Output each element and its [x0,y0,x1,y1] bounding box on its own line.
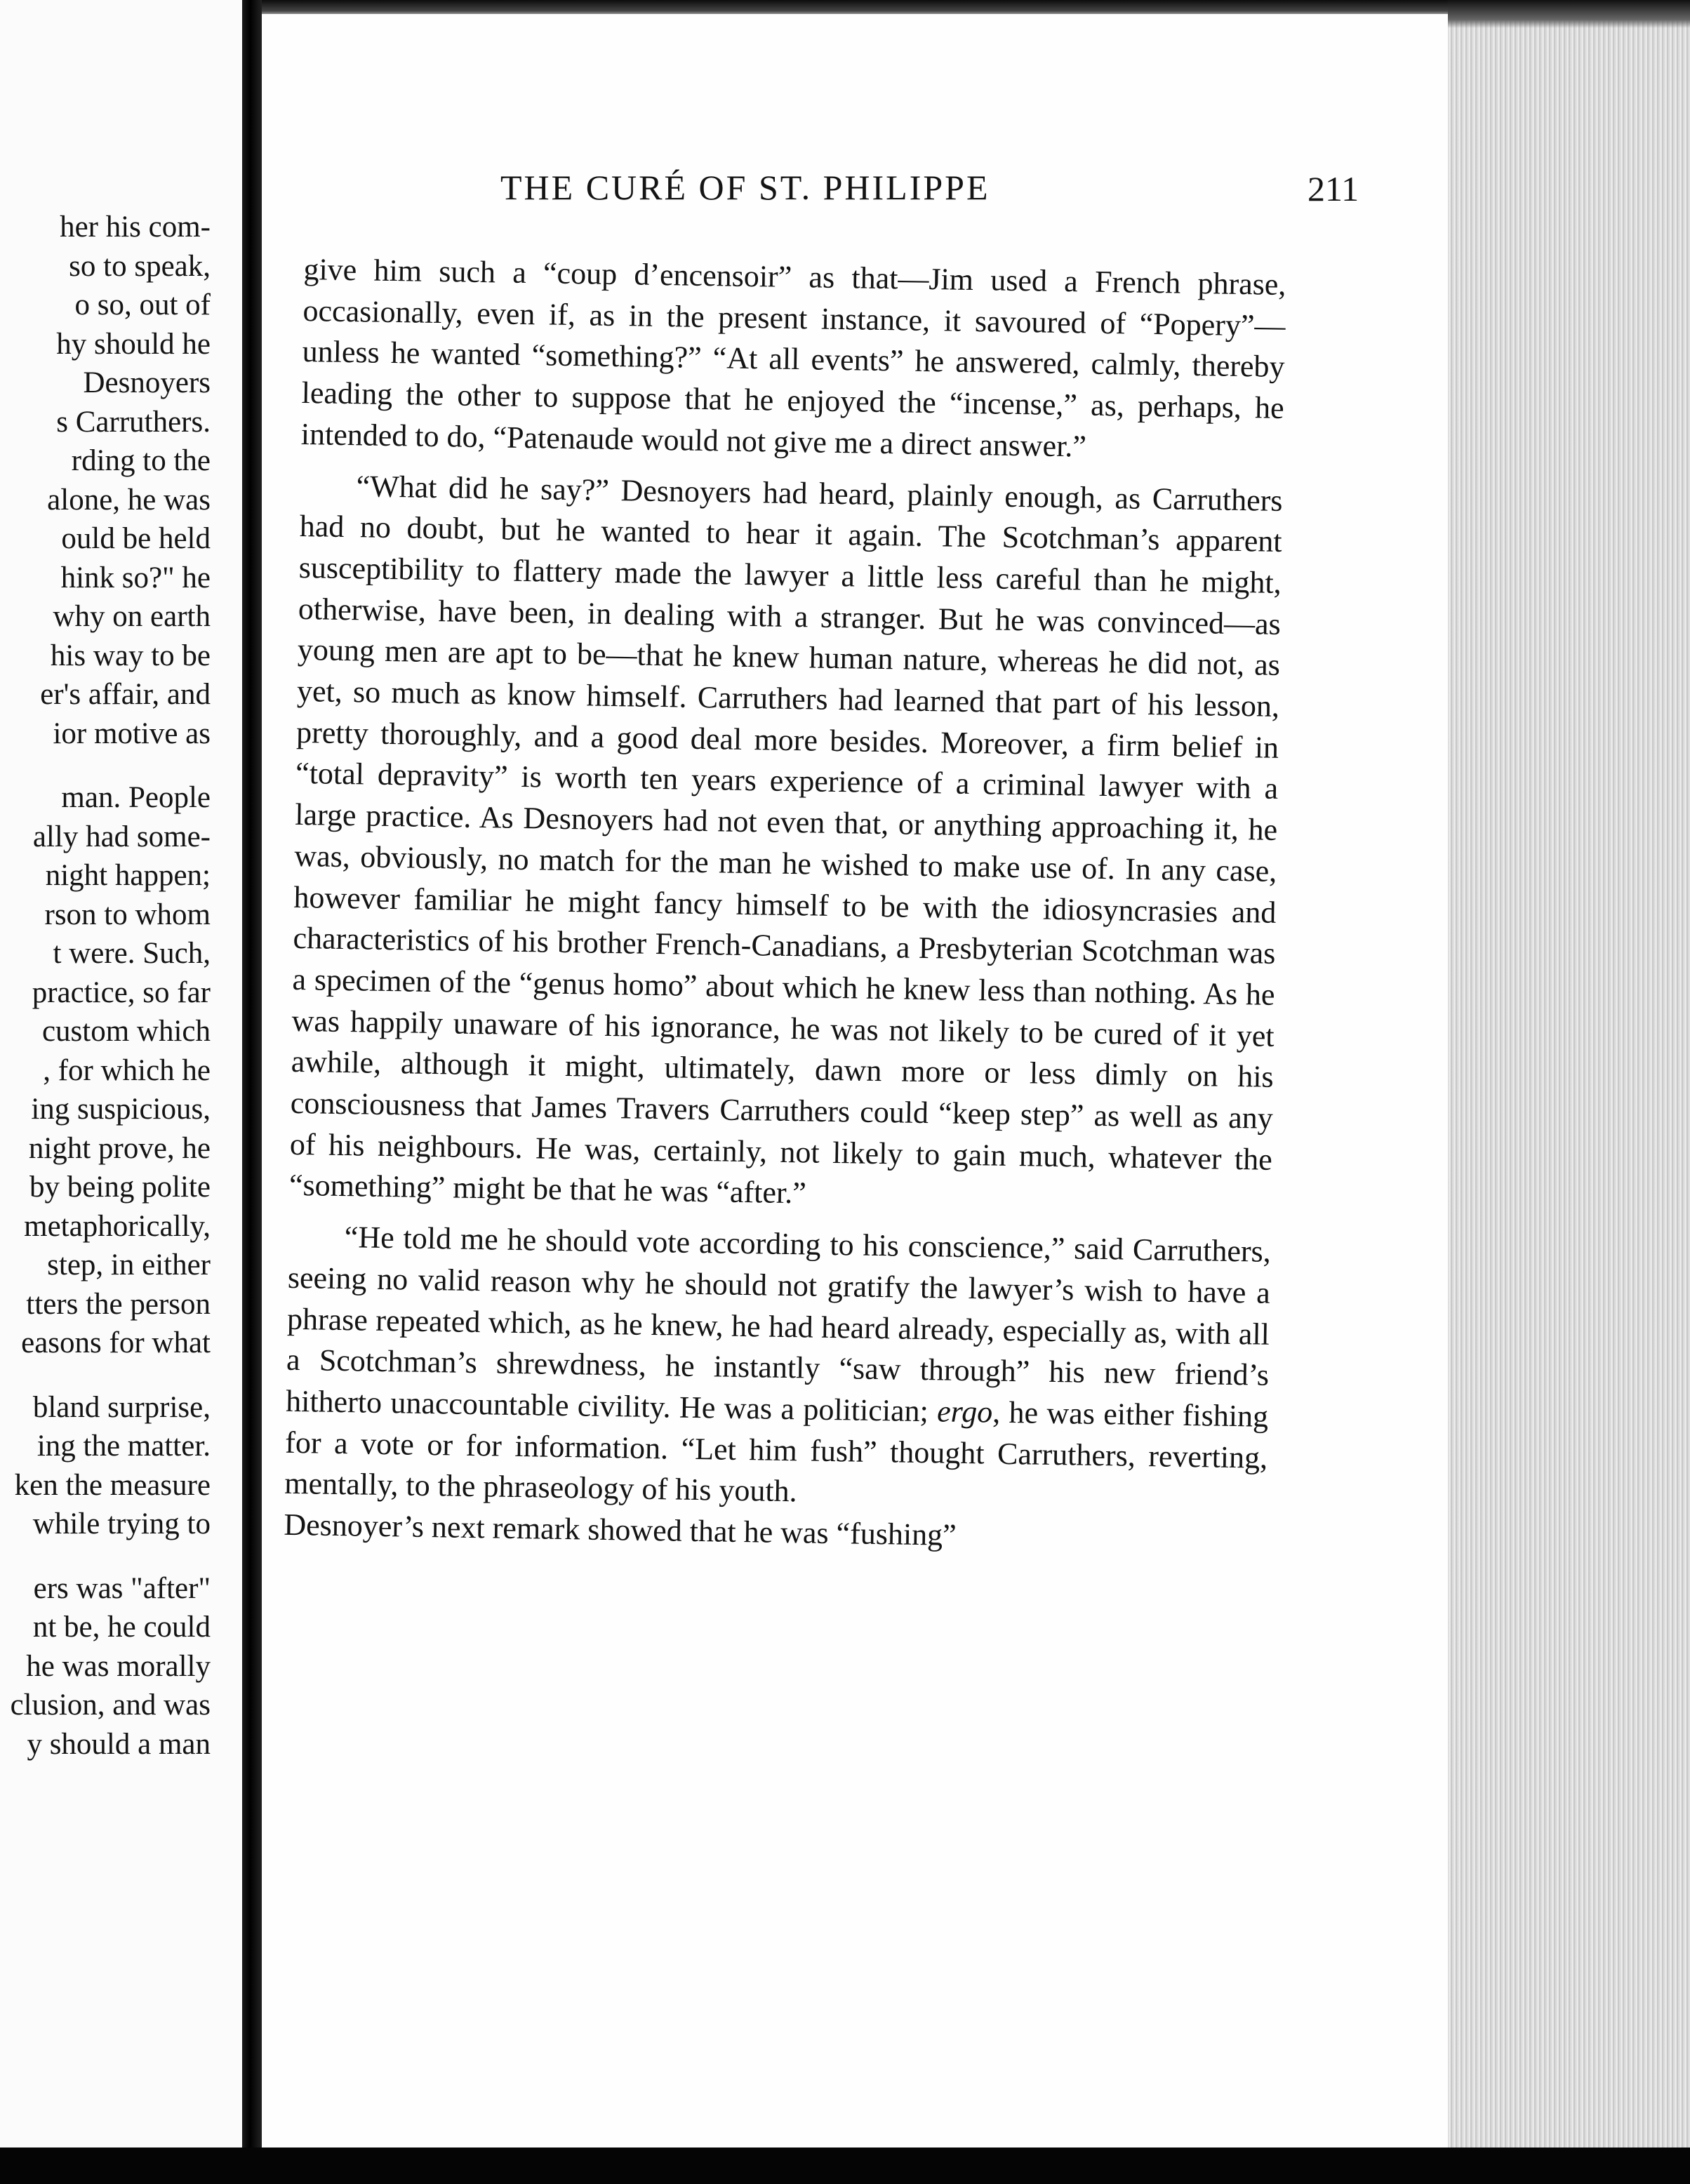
scan-bottom-border [0,2148,1690,2184]
previous-page-line: ould be held [61,522,211,555]
previous-page-line: hink so?" he [60,561,211,594]
previous-page-line: why on earth [53,600,211,633]
previous-page-line: ally had some- [32,820,211,853]
previous-page-line [0,1544,211,1569]
page-number: 211 [1308,169,1359,208]
previous-page-line: night prove, he [28,1131,211,1165]
book-binding-gutter [242,0,262,2148]
previous-page-line: hy should he [56,327,211,361]
previous-page-line: o so, out of [74,288,211,321]
previous-page-line: step, in either [47,1249,211,1281]
previous-page-line: ken the measure [14,1468,211,1502]
previous-page-line: ior motive as [53,717,211,750]
paragraph: Desnoyer’s next remark showed that he was “fushing” [284,1507,957,1552]
previous-page-line: , for which he [43,1053,211,1087]
previous-page-line: ing the matter. [36,1430,211,1463]
previous-page-line: alone, he was [47,483,211,517]
previous-page-line: metaphorically, [24,1209,211,1243]
previous-page-line: he was morally [26,1649,211,1683]
page-header [500,167,1553,216]
previous-page-fragment [0,0,242,2148]
previous-page-line: custom which [41,1015,211,1048]
paragraph: give him such a “coup d’encensoir” as that—Jim used a French phrase, occasionally, even if, as in the present instance, it savoured of “Popery”—unless he wanted “something?” “At all events” he answered, calmly, thereby leading the other to suppose that he enjoyed the “incense,” as, perhaps, he intended to do, “Patenaude would not give me a direct answer.” [300,251,1286,464]
previous-page-line: while trying to [32,1507,211,1540]
previous-page-line: rding to the [71,444,211,477]
previous-page-line: er's affair, and [40,678,211,711]
previous-page-line: her his com- [60,211,211,244]
previous-page-line: clusion, and was [10,1689,211,1722]
paragraph: “What did he say?” Desnoyers had heard, plainly enough, as Carruthers had no doubt, but he wanted to hear it again. The Scotchman’s apparent susceptibility to flattery made the lawyer a little less careful than he might, otherwise, have been, in dealing with a stranger. But he was convinced—as young men are apt to be—that he knew human nature, whereas he did not, as yet, so much as know himself. Carruthers had learned that part of his lesson, pretty thoroughly, and a good deal more besides. Moreover, a firm belief in “total depravity” is worth ten years experience of a criminal lawyer with a large practice. As Desnoyers had not even that, or anything approaching it, he was, obviously, no match for the man he wished to make use of. In any case, however familiar he might fancy himself to be with the idiosyncrasies and characteristics of his brother French-Canadians, a Presbyterian Scotchman was a specimen of the “genus homo” about which he knew less than nothing. As he was happily unaware of his ignorance, he was not likely to be cured of it yet awhile, although it might, ultimately, dawn more or less dimly on his consciousness that James Travers Carruthers could “keep step” as well as any of his neighbours. He was, certainly, not likely to gain much, whatever the “something” might be that he was “after.” [288,468,1283,1211]
page-edges-shadow [1448,0,1690,28]
previous-page-line: his way to be [50,639,211,672]
previous-page-line: easons for what [21,1326,211,1359]
paragraph: “He told me he should vote according to his conscience,” said Carruthers, seeing no valid reason why he should not gratify the lawyer’s wish to have a phrase repeated which, as he knew, he had heard already, especially as, with all a Scotchman’s shrewdness, he instantly “saw through” his new friend’s hitherto unaccountable civility. He was a politician; ergo, he was either fishing for a vote or for information. “Let him fush” thought Carruthers, reverting, mentally, to the phraseology of his youth. [284,1220,1272,1509]
running-head: THE CURÉ OF ST. PHILIPPE [500,168,990,207]
previous-page-line: rson to whom [44,898,211,931]
previous-page-line: man. People [61,781,211,814]
previous-page-line: s Carruthers. [56,405,211,439]
previous-page-line: by being polite [29,1171,211,1204]
previous-page-line: bland surprise, [32,1390,211,1424]
previous-page-line: ing suspicious, [31,1093,211,1126]
previous-page-line: ers was "after" [33,1571,211,1605]
previous-page-text [0,208,211,1764]
previous-page-line: Desnoyers [83,366,211,399]
page [262,14,1448,2148]
body-text [284,249,1286,1562]
previous-page-line: so to speak, [69,249,211,283]
previous-page-line: t were. Such, [53,937,211,970]
previous-page-line: y should a man [27,1727,211,1761]
previous-page-line [0,1363,211,1388]
emphasis: ergo [936,1394,993,1430]
previous-page-line [0,753,211,778]
previous-page-line: night happen; [45,859,211,892]
previous-page-line: practice, so far [32,976,211,1009]
previous-page-line: tters the person [26,1287,211,1321]
page-edges-stack [1448,0,1690,2148]
previous-page-line: nt be, he could [32,1611,211,1644]
